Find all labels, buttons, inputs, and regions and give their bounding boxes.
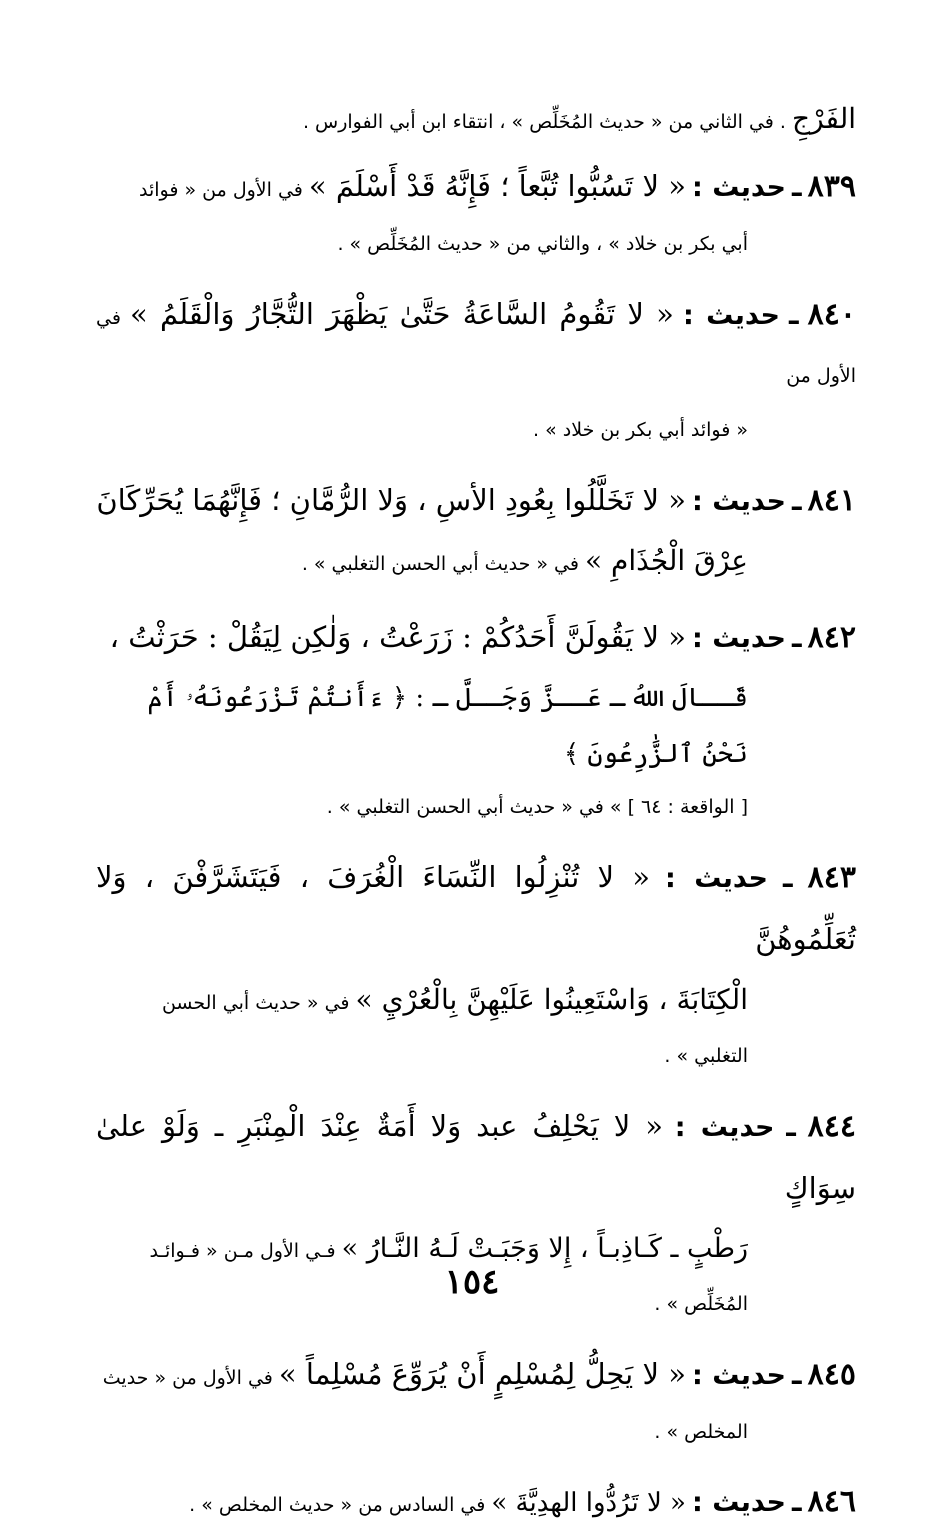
entry-842: ٨٤٢ ـ حديث : « لا يَقُولَنَّ أَحَدُكُمْ : زَرَعْتُ ، وَلٰكِن لِيَقُلْ : حَرَثْتُ ، قَــالَ اللهُ ـ عَــزَّ وَجَــلَّ ـ : ﴿ ءَأَنتُمْ تَزْرَعُونَهُۥ أَمْ نَحْنُ ٱلزَّٰرِعُونَ ﴾ [ الواقعة : ٦٤ ] » في « حديث أبي الحسن التغلبي » . <box>96 608 856 832</box>
hadith-continuation: رَطْبٍ ـ كَـاذِبـاً ، إِلا وَجَبَـتْ لَـهُ النَّـارُ » <box>341 1233 748 1264</box>
hadith-continuation: قَــالَ اللهُ ـ عَــزَّ وَجَــلَّ ـ : ﴿ ءَأَنتُمْ تَزْرَعُونَهُۥ أَمْ نَحْنُ ٱلزَّٰرِعُونَ ﴾ <box>147 683 748 769</box>
hadith-continuation: الْكِتَابَةَ ، وَاسْتَعِينُوا عَلَيْهِنَّ بِالْعُرْيِ » <box>355 983 748 1016</box>
entry-number: ٨٤٠ <box>807 297 857 332</box>
entry-number: ٨٤٤ <box>807 1109 856 1144</box>
continuation-text: . في الثاني من « حديث المُخَلِّص » ، انتقاء ابن أبي الفوارس . <box>302 111 786 133</box>
entry-label: حديث : <box>692 1360 786 1391</box>
source-continuation: أبي بكر بن خلاد » ، والثاني من « حديث المُخَلِّص » . <box>337 233 748 255</box>
source-text: في الأول من <box>96 307 856 387</box>
entry-number: ٨٤٣ <box>807 860 856 895</box>
source-text: فـي الأول مـن « فـوائـد <box>149 1240 336 1262</box>
hadith-continuation: عِرْقَ الْجُذَامِ » <box>584 544 748 577</box>
hadith-text: « لا تَرُدُّوا الهدِيَّةَ » <box>491 1488 686 1518</box>
source-continuation: « فوائد أبي بكر بن خلاد » . <box>533 419 748 441</box>
entry-label: حديث : <box>692 1487 786 1518</box>
entry-846: ٨٤٦ ـ حديث : « لا تَرُدُّوا الهدِيَّةَ » في السادس من « حديث المخلص » . <box>189 1484 856 1519</box>
entry-845: ٨٤٥ ـ حديث : « لا يَحِلُّ لِمُسْلِمٍ أَنْ يُرَوِّعَ مُسْلِماً » في الأول من « حديث المخلص » . <box>96 1345 856 1457</box>
continuation-word: الفَرْجِ <box>792 102 856 135</box>
hadith-text: « لا تَسُبُّوا تُبَّعاً ؛ فَإِنَّهُ قَدْ أَسْلَمَ » <box>308 169 686 203</box>
entry-843: ٨٤٣ ـ حديث : « لا تُنْزِلُوا النِّسَاءَ الْغُرَفَ ، فَيَتَشَرَّفْنَ ، وَلا تُعَلِّمُوهُنَّ الْكِتَابَةَ ، وَاسْتَعِينُوا عَلَيْهِنَّ بِالْعُرْيِ » في « حديث أبي الحسن التغلبي » . <box>96 848 856 1081</box>
entry-839: ٨٣٩ ـ حديث : « لا تَسُبُّوا تُبَّعاً ؛ فَإِنَّهُ قَدْ أَسْلَمَ » في الأول من « فوائد أبي بكر بن خلاد » ، والثاني من « حديث المُخَلِّص » . <box>96 157 856 269</box>
entry-label: حديث : <box>692 172 786 203</box>
entry-label: حديث : <box>674 1112 775 1143</box>
source-text: في « حديث أبي الحسن التغلبي » . <box>301 553 579 575</box>
source-text: في الأول من « حديث <box>102 1367 273 1389</box>
entry-label: حديث : <box>692 486 786 517</box>
page-body <box>96 92 856 1534</box>
hadith-text: « لا تَقُومُ السَّاعَةُ حَتَّىٰ يَظْهَرَ التُّجَّارُ وَالْقَلَمُ » <box>130 297 674 331</box>
source-continuation: المُخَلِّص » . <box>654 1293 748 1315</box>
hadith-text: « لا تَخَلَّلُوا بِعُودِ الأسِ ، وَلا الرُّمَّانِ ؛ فَإِنَّهُمَا يُحَرِّكَانَ <box>96 483 686 517</box>
entry-number: ٨٤١ <box>807 483 856 518</box>
source-continuation: التغلبي » . <box>664 1045 748 1067</box>
entry-number: ٨٤٥ <box>807 1357 856 1392</box>
entry-number: ٨٣٩ <box>807 169 856 204</box>
hadith-text: « لا يَحْلِفُ عبد وَلا أَمَةٌ عِنْدَ الْمِنْبَرِ ـ وَلَوْ علىٰ سِوَاكٍ <box>96 1109 856 1205</box>
entry-841: ٨٤١ ـ حديث : « لا تَخَلَّلُوا بِعُودِ الأسِ ، وَلا الرُّمَّانِ ؛ فَإِنَّهُمَا يُحَرِّكَانَ عِرْقَ الْجُذَامِ » في « حديث أبي الحسن التغلبي » . <box>96 483 856 577</box>
entry-840: ٨٤٠ ـ حديث : « لا تَقُومُ السَّاعَةُ حَتَّىٰ يَظْهَرَ التُّجَّارُ وَالْقَلَمُ » في الأول من « فوائد أبي بكر بن خلاد » . <box>96 285 856 455</box>
entry-label: حديث : <box>682 300 780 331</box>
entry-number: ٨٤٢ <box>807 620 856 655</box>
source-continuation: المخلص » . <box>654 1421 748 1443</box>
entry-844: ٨٤٤ ـ حديث : « لا يَحْلِفُ عبد وَلا أَمَةٌ عِنْدَ الْمِنْبَرِ ـ وَلَوْ علىٰ سِوَاكٍ رَطْبٍ ـ كَـاذِبـاً ، إِلا وَجَبَـتْ لَـهُ النَّـارُ » فـي الأول مـن « فـوائـد المُخَلِّص » . <box>96 1097 856 1329</box>
source-text: في الأول من « فوائد <box>139 179 303 201</box>
source-text: في السادس من « حديث المخلص » . <box>189 1494 486 1516</box>
hadith-text: « لا يَحِلُّ لِمُسْلِمٍ أَنْ يُرَوِّعَ مُسْلِماً » <box>278 1357 686 1391</box>
source-text: في « حديث أبي الحسن <box>161 992 350 1014</box>
source-text: [ الواقعة : ٦٤ ] » في « حديث أبي الحسن التغلبي » . <box>326 796 748 818</box>
entry-label: حديث : <box>692 623 786 654</box>
entry-number: ٨٤٦ <box>807 1484 856 1519</box>
continuation-block <box>96 92 856 149</box>
page-number: ١٥٤ <box>444 1262 500 1302</box>
entry-label: حديث : <box>665 863 768 894</box>
hadith-text: « لا تُنْزِلُوا النِّسَاءَ الْغُرَفَ ، فَيَتَشَرَّفْنَ ، وَلا تُعَلِّمُوهُنَّ <box>96 860 856 956</box>
hadith-text: « لا يَقُولَنَّ أَحَدُكُمْ : زَرَعْتُ ، وَلٰكِن لِيَقُلْ : حَرَثْتُ ، <box>109 620 686 654</box>
